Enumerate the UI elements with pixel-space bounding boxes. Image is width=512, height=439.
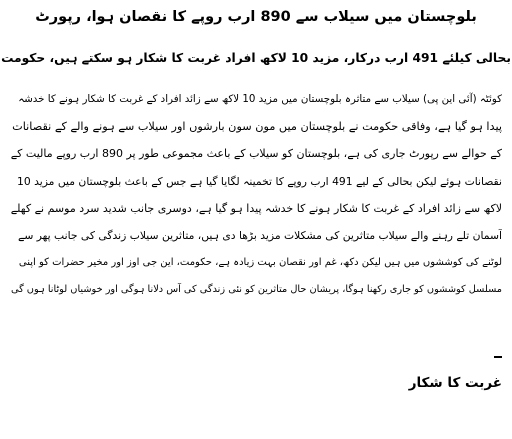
article-line: لوٹنے کی کوششوں میں ہیں لیکن دکھ، غم اور نقصان بہت زیادہ ہے، حکومت، این جی اوز اور مخیر حضرات کو اپنی [18, 257, 502, 269]
article-line: لاکھ سے زائد افراد کے غربت کا شکار ہونے کا خدشہ پیدا ہو گیا ہے، دوسری جانب شدید سرد موسم نے کھلے [10, 201, 502, 215]
headline-sub: بحالی کیلئے 491 ارب درکار، مزید 10 لاکھ افراد غربت کا شکار ہو سکتے ہیں، حکومت [1, 51, 511, 65]
article-body [10, 86, 502, 304]
article-line: کے حوالے سے رپورٹ جاری کی ہے، بلوچستان کو سیلاب کے باعث مجموعی طور پر 890 ارب روپے مالیت کے [10, 147, 502, 161]
image-caption: غربت کا شکار [408, 375, 502, 391]
article-line: مسلسل کوششوں کو جاری رکھنا ہوگا، پریشان حال متاثرین کو نئی زندگی کی آس دلانا ہوگی اور خوشیاں لوٹانا ہوں گی [10, 284, 502, 296]
headline-main: بلوچستان میں سیلاب سے 890 ارب روپے کا نقصان ہوا، رپورٹ [35, 9, 477, 25]
article-line: آسمان تلے رہنے والے سیلاب متاثرین کی مشکلات مزید بڑھا دی ہیں، متاثرین سیلاب زندگی کی جانب پھر سے [18, 228, 502, 242]
article-line: پیدا ہو گیا ہے، وفاقی حکومت نے بلوچستان میں مون سون بارشوں اور سیلاب سے ہونے والے کے نقصانات [12, 120, 502, 134]
article-line: کوئٹہ (آئی این پی) سیلاب سے متاثرہ بلوچستان میں مزید 10 لاکھ سے زائد افراد کے غربت کا شکار ہونے کا خدشہ [18, 93, 502, 105]
article-line: نقصانات ہوئے لیکن بحالی کے لیے 491 ارب روپے کا تخمینہ لگایا گیا ہے جس کے باعث بلوچستان میں مزید 10 [16, 174, 502, 188]
separator-dash [494, 356, 502, 358]
